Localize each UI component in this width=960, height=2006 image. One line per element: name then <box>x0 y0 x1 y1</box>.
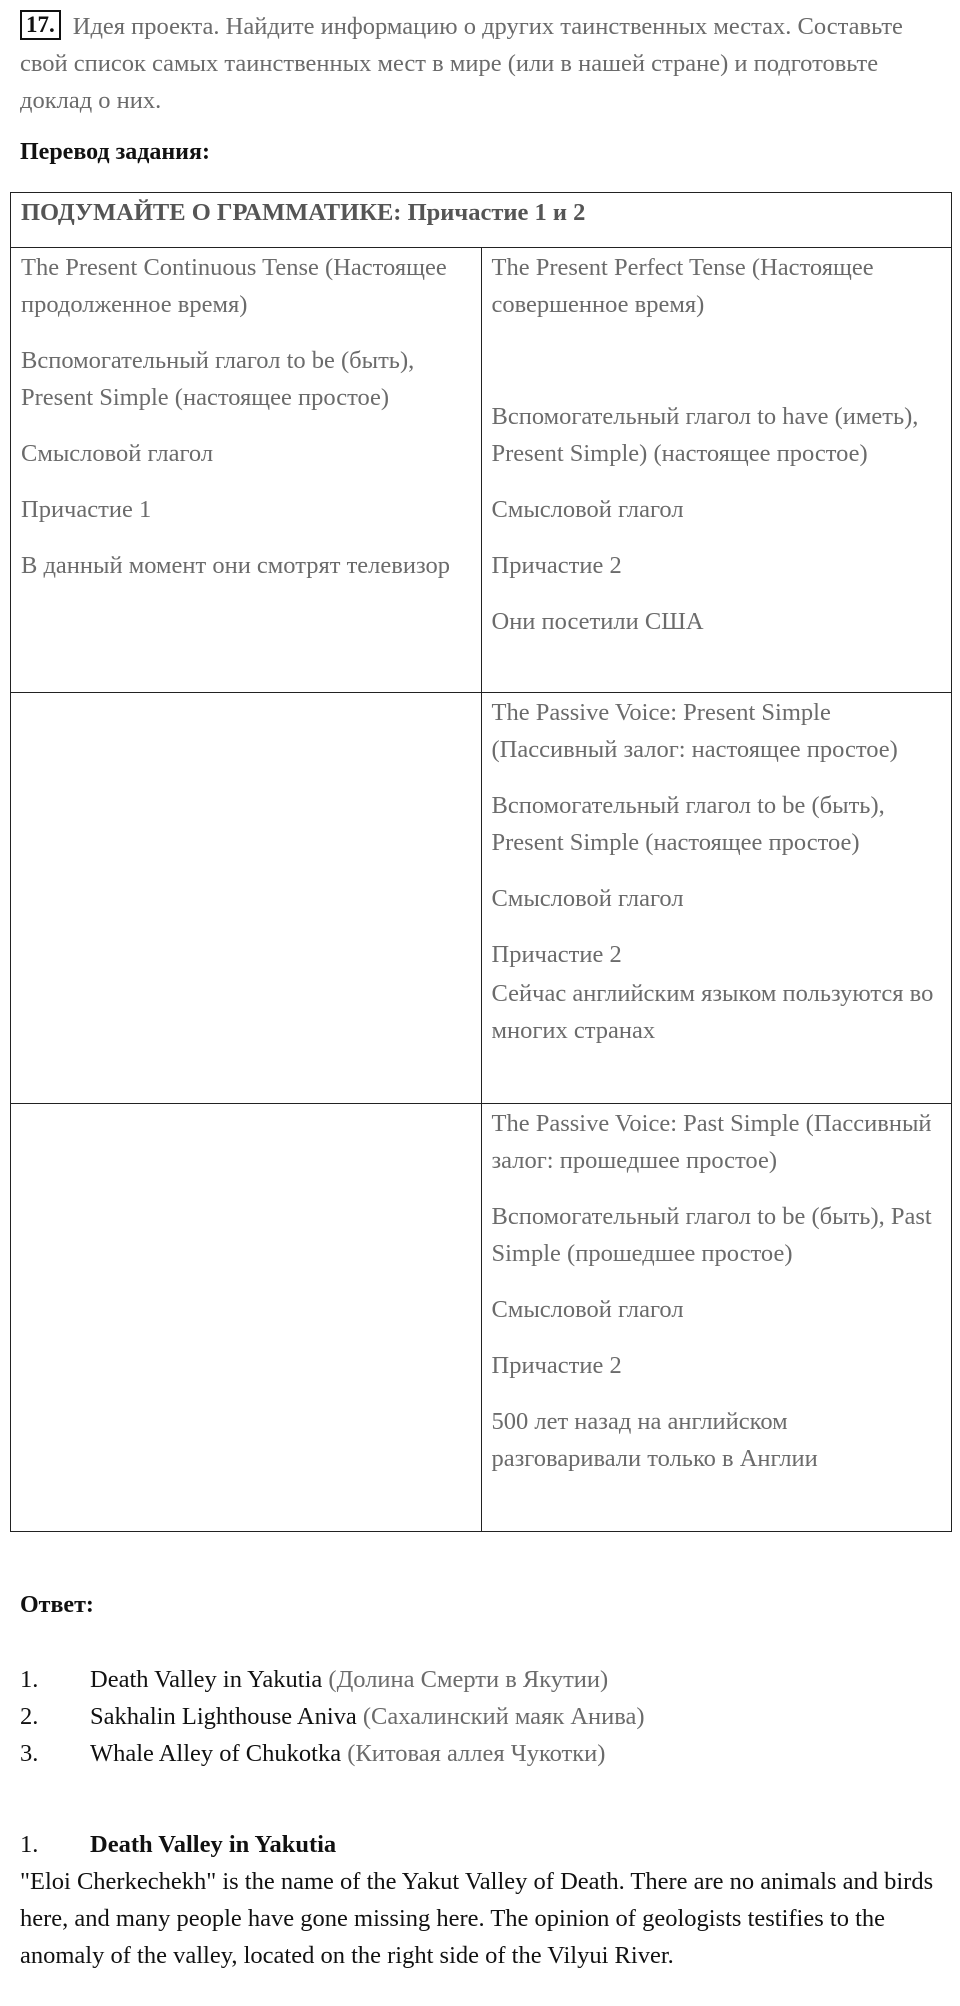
passive-past-cell <box>481 1104 952 1532</box>
perfect-main-verb: Смысловой глагол <box>491 496 684 523</box>
task-number: 17. <box>20 10 61 40</box>
passive-present-cell <box>481 693 952 1104</box>
passive-past-main-verb: Смысловой глагол <box>491 1296 684 1323</box>
passive-past-aux: Вспомогательный глагол to be (быть), Past Simple (прошедшее простое) <box>491 1203 932 1267</box>
section-title: Death Valley in Yakutia <box>90 1831 337 1858</box>
perfect-cell <box>481 248 952 693</box>
section-death-valley <box>20 1826 950 1974</box>
grammar-table <box>10 192 952 1532</box>
place-translation: (Долина Смерти в Якутии) <box>328 1666 609 1693</box>
perfect-aux: Вспомогательный глагол to have (иметь), Present Simple) (настоящее простое) <box>491 403 919 467</box>
empty-cell <box>11 1104 482 1532</box>
grammar-title-row <box>11 193 952 248</box>
passive-present-participle: Причастие 2 <box>491 941 622 968</box>
section-text: "Eloi Cherkechekh" is the name of the Yakut Valley of Death. There are no animals and birds here, and many people have gone missing here. The opinion of geologists testifies to the anomaly of the valley, located on the right side of the Vilyui River. <box>20 1868 934 1969</box>
places-list <box>20 1661 645 1772</box>
answer-heading: Ответ: <box>20 1592 94 1618</box>
grammar-title: ПОДУМАЙТЕ О ГРАММАТИКЕ: Причастие 1 и 2 <box>11 193 952 248</box>
section-number: 1. <box>20 1831 39 1858</box>
passive-past-participle: Причастие 2 <box>491 1352 622 1379</box>
passive-present-example: Сейчас английским языком пользуются во многих странах <box>491 980 934 1044</box>
list-item <box>20 1698 645 1735</box>
list-item <box>20 1735 645 1772</box>
place-translation: (Китовая аллея Чукотки) <box>347 1740 606 1767</box>
continuous-aux: Вспомогательный глагол to be (быть), Present Simple (настоящее простое) <box>21 347 415 411</box>
place-translation: (Сахалинский маяк Анива) <box>362 1703 645 1730</box>
continuous-cell <box>11 248 482 693</box>
task-paragraph <box>20 8 950 119</box>
place-name: Sakhalin Lighthouse Aniva <box>90 1703 357 1730</box>
place-name: Death Valley in Yakutia <box>90 1666 323 1693</box>
perfect-example: Они посетили США <box>491 608 704 635</box>
passive-past-tense: The Passive Voice: Past Simple (Пассивный залог: прошедшее простое) <box>491 1110 932 1174</box>
passive-past-example: 500 лет назад на английском разговаривали только в Англии <box>491 1408 818 1472</box>
table-row <box>11 248 952 693</box>
perfect-participle: Причастие 2 <box>491 552 622 579</box>
perfect-tense: The Present Perfect Tense (Настоящее совершенное время) <box>491 254 874 318</box>
continuous-tense: The Present Continuous Tense (Настоящее продолженное время) <box>21 254 447 318</box>
passive-present-main-verb: Смысловой глагол <box>491 885 684 912</box>
passive-present-aux: Вспомогательный глагол to be (быть), Present Simple (настоящее простое) <box>491 792 885 856</box>
table-row <box>11 1104 952 1532</box>
place-name: Whale Alley of Chukotka <box>90 1740 342 1767</box>
document-page <box>20 0 950 1969</box>
continuous-participle: Причастие 1 <box>21 496 152 523</box>
list-number: 3. <box>20 1740 39 1767</box>
list-number: 1. <box>20 1666 39 1693</box>
continuous-main-verb: Смысловой глагол <box>21 440 214 467</box>
passive-present-tense: The Passive Voice: Present Simple (Пассивный залог: настоящее простое) <box>491 699 898 763</box>
list-number: 2. <box>20 1703 39 1730</box>
task-text: Идея проекта. Найдите информацию о других таинственных местах. Составьте свой список самых таинственных мест в мире (или в нашей стране) и подготовьте доклад о них. <box>20 13 903 114</box>
translation-heading: Перевод задания: <box>20 139 210 165</box>
list-item <box>20 1661 645 1698</box>
section-heading <box>20 1826 950 1863</box>
empty-cell <box>11 693 482 1104</box>
continuous-example: В данный момент они смотрят телевизор <box>21 552 450 579</box>
table-row <box>11 693 952 1104</box>
